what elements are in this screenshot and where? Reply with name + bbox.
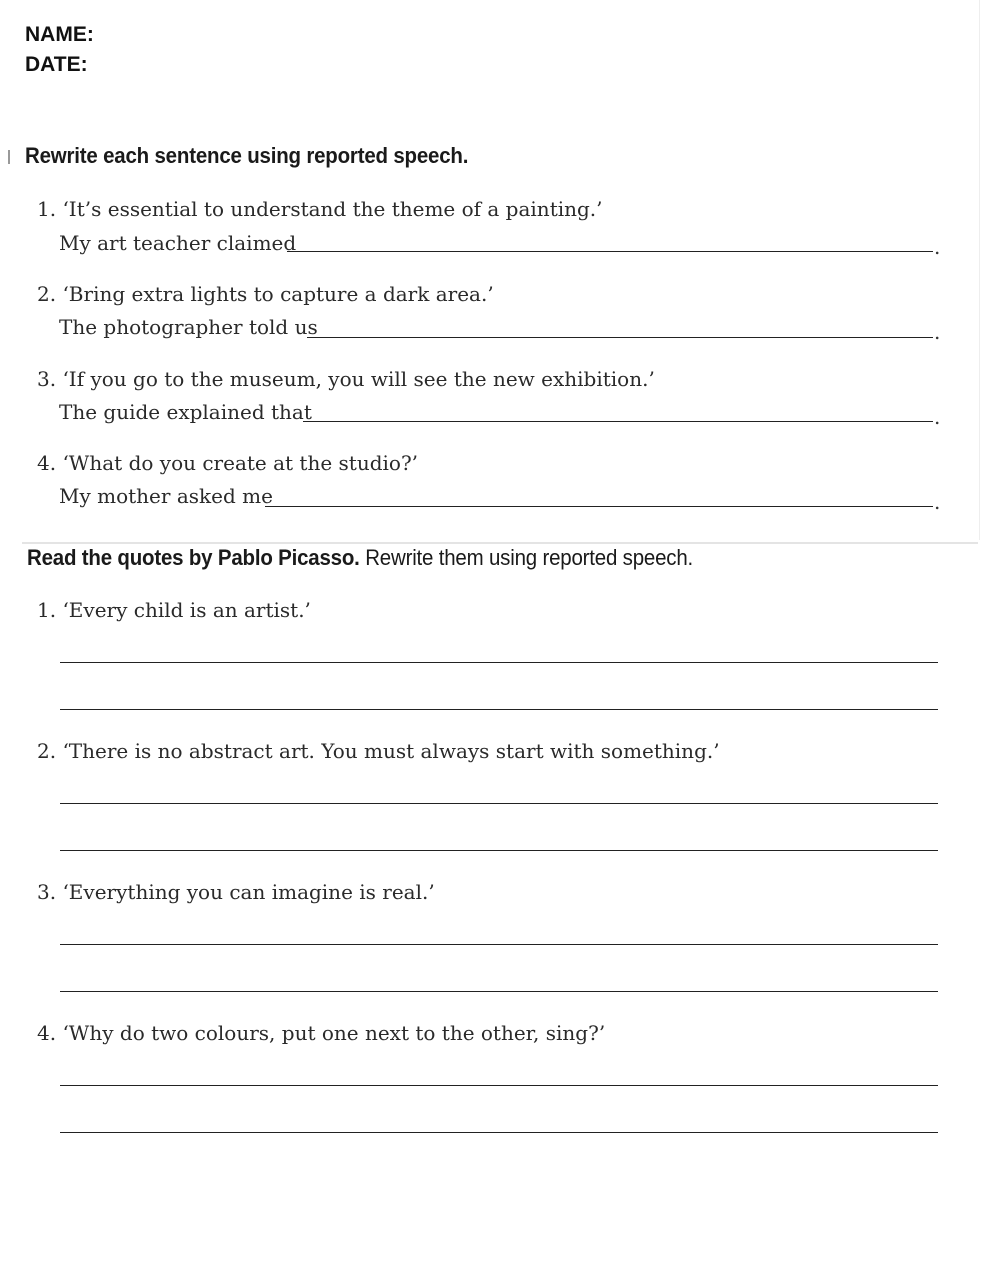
s2-item-3-answer-line-1[interactable] [60, 944, 938, 945]
item-number: 3. [37, 880, 57, 904]
item-number: 3. [37, 367, 57, 391]
item-number: 4. [37, 451, 57, 475]
item-quote: ‘Every child is an artist.’ [62, 598, 311, 622]
s2-item-3 [37, 880, 435, 904]
s1-item-1 [37, 197, 603, 221]
s2-item-3-answer-line-2[interactable] [60, 991, 938, 992]
item-quote: ‘Bring extra lights to capture a dark area.’ [62, 282, 494, 306]
s1-item-3-answer-line[interactable] [303, 421, 933, 422]
s1-item-2-end: . [934, 320, 941, 344]
item-number: 1. [37, 197, 57, 221]
s1-item-1-stem: My art teacher claimed [59, 231, 297, 255]
item-number: 2. [37, 282, 57, 306]
s1-item-2 [37, 282, 494, 306]
s1-item-4-end: . [934, 490, 941, 514]
item-quote: ‘Everything you can imagine is real.’ [62, 880, 435, 904]
s2-item-4 [37, 1021, 605, 1045]
name-label: NAME: [25, 23, 94, 46]
s2-item-2 [37, 739, 720, 763]
item-quote: ‘Why do two colours, put one next to the other, sing?’ [62, 1021, 606, 1045]
s1-item-4-answer-line[interactable] [265, 506, 933, 507]
s2-item-1 [37, 598, 311, 622]
s2-item-2-answer-line-1[interactable] [60, 803, 938, 804]
section2-title: Read the quotes by Pablo Picasso. Rewrite them using reported speech. [27, 545, 694, 570]
margin-mark [8, 150, 10, 164]
item-quote: ‘What do you create at the studio?’ [62, 451, 419, 475]
item-quote: ‘It’s essential to understand the theme of a painting.’ [62, 197, 603, 221]
item-quote: ‘If you go to the museum, you will see the new exhibition.’ [62, 367, 655, 391]
item-number: 1. [37, 598, 57, 622]
s1-item-3-end: . [934, 405, 941, 429]
section1-title: Rewrite each sentence using reported speech. [25, 143, 469, 168]
s1-item-2-answer-line[interactable] [307, 337, 933, 338]
s2-item-1-answer-line-1[interactable] [60, 662, 938, 663]
s1-item-3-stem: The guide explained that [59, 400, 312, 424]
s1-item-4-stem: My mother asked me [59, 484, 273, 508]
s1-item-2-stem: The photographer told us [59, 315, 318, 339]
date-label: DATE: [25, 53, 88, 76]
item-quote: ‘There is no abstract art. You must always start with something.’ [62, 739, 720, 763]
s1-item-4 [37, 451, 418, 475]
s2-item-1-answer-line-2[interactable] [60, 709, 938, 710]
page-edge [979, 0, 980, 540]
s1-item-3 [37, 367, 655, 391]
section-divider [22, 542, 978, 544]
s2-item-4-answer-line-2[interactable] [60, 1132, 938, 1133]
item-number: 2. [37, 739, 57, 763]
s1-item-1-end: . [934, 235, 941, 259]
s1-item-1-answer-line[interactable] [287, 251, 933, 252]
item-number: 4. [37, 1021, 57, 1045]
s2-item-2-answer-line-2[interactable] [60, 850, 938, 851]
s2-item-4-answer-line-1[interactable] [60, 1085, 938, 1086]
